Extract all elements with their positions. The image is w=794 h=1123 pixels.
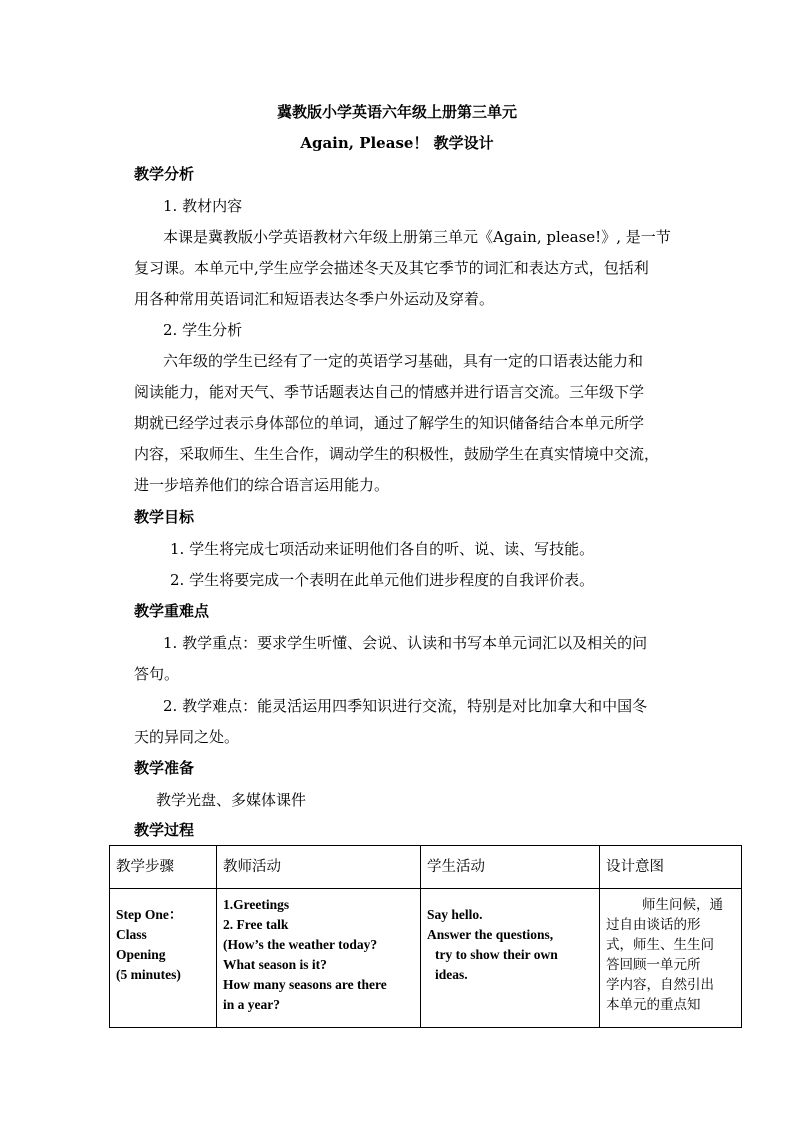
teacher-line: (How’s the weather today? [223,937,378,952]
intent-line: 式，师生、生生问 [606,937,714,953]
student-line: try to show their own [435,947,558,962]
table-header-row [110,846,742,889]
header-intent: 设计意图 [600,846,742,889]
student-line: Say hello. [427,907,483,922]
intent-line: 本单元的重点知 [606,997,701,1013]
table-row [110,889,742,1028]
teacher-line: How many seasons are there [223,977,387,992]
key1-line-2: 答句。 [134,665,180,683]
prep-text: 教学光盘、多媒体课件 [156,791,307,809]
intent-cell [600,889,742,1028]
key2-line-1: 2. 教学难点：能灵活运用四季知识进行交流，特别是对比加拿大和中国冬 [163,697,648,715]
goal-2: 2. 学生将要完成一个表明在此单元他们进步程度的自我评价表。 [170,571,595,589]
intent-line: 过自由谈话的形 [606,917,701,933]
document-title: 冀教版小学英语六年级上册第三单元 [276,103,517,121]
teacher-line: What season is it? [223,957,327,972]
key-heading: 教学重难点 [134,602,210,620]
student-line: Answer the questions, [427,927,554,942]
student-line-3: 期就已经学过表示身体部位的单词，通过了解学生的知识储备结合本单元所学 [134,414,645,432]
student-heading: 2. 学生分析 [163,321,243,339]
student-line-5: 进一步培养他们的综合语言运用能力。 [134,476,390,494]
key2-line-2: 天的异同之处。 [134,728,240,746]
material-line-3: 用各种常用英语词汇和短语表达冬季户外运动及穿着。 [134,290,495,308]
material-line-2: 复习课。本单元中,学生应学会描述冬天及其它季节的词汇和表达方式，包括利 [134,259,649,277]
material-line-1: 本课是冀教版小学英语教材六年级上册第三单元《Again, please!》, 是一节 [163,228,671,246]
document-subtitle: Again, Please！ 教学设计 [300,134,494,152]
step-cell [110,889,217,1028]
intent-line: 答回顾一单元所 [606,957,701,973]
teacher-line: 2. Free talk [223,917,289,932]
header-step: 教学步骤 [110,846,217,889]
material-heading: 1. 教材内容 [163,197,243,215]
key1-line-1: 1. 教学重点：要求学生听懂、会说、认读和书写本单元词汇以及相关的问 [163,634,648,652]
process-heading: 教学过程 [134,821,195,839]
goals-heading: 教学目标 [134,508,195,526]
student-line-2: 阅读能力，能对天气、季节话题表达自己的情感并进行语言交流。三年级下学 [134,383,645,401]
teacher-line: in a year? [223,997,280,1012]
student-line-4: 内容，采取师生、生生合作，调动学生的积极性，鼓励学生在真实情境中交流， [134,445,660,463]
prep-heading: 教学准备 [134,759,195,777]
student-line-1: 六年级的学生已经有了一定的英语学习基础，具有一定的口语表达能力和 [163,352,644,370]
student-cell [421,889,600,1028]
step-line: Class [116,927,147,942]
header-student: 学生活动 [421,846,600,889]
step-line: Step One： [116,907,183,922]
analysis-heading: 教学分析 [134,165,195,183]
process-table [109,845,742,1028]
step-line: (5 minutes) [116,967,181,982]
goal-1: 1. 学生将完成七项活动来证明他们各自的听、说、读、写技能。 [170,540,595,558]
header-teacher: 教师活动 [217,846,421,889]
intent-line: 学内容，自然引出 [606,977,714,993]
student-line: ideas. [435,967,468,982]
intent-line: 师生问候，通 [642,897,723,913]
step-line: Opening [116,947,166,962]
teacher-cell [217,889,421,1028]
teacher-line: 1.Greetings [223,897,290,912]
